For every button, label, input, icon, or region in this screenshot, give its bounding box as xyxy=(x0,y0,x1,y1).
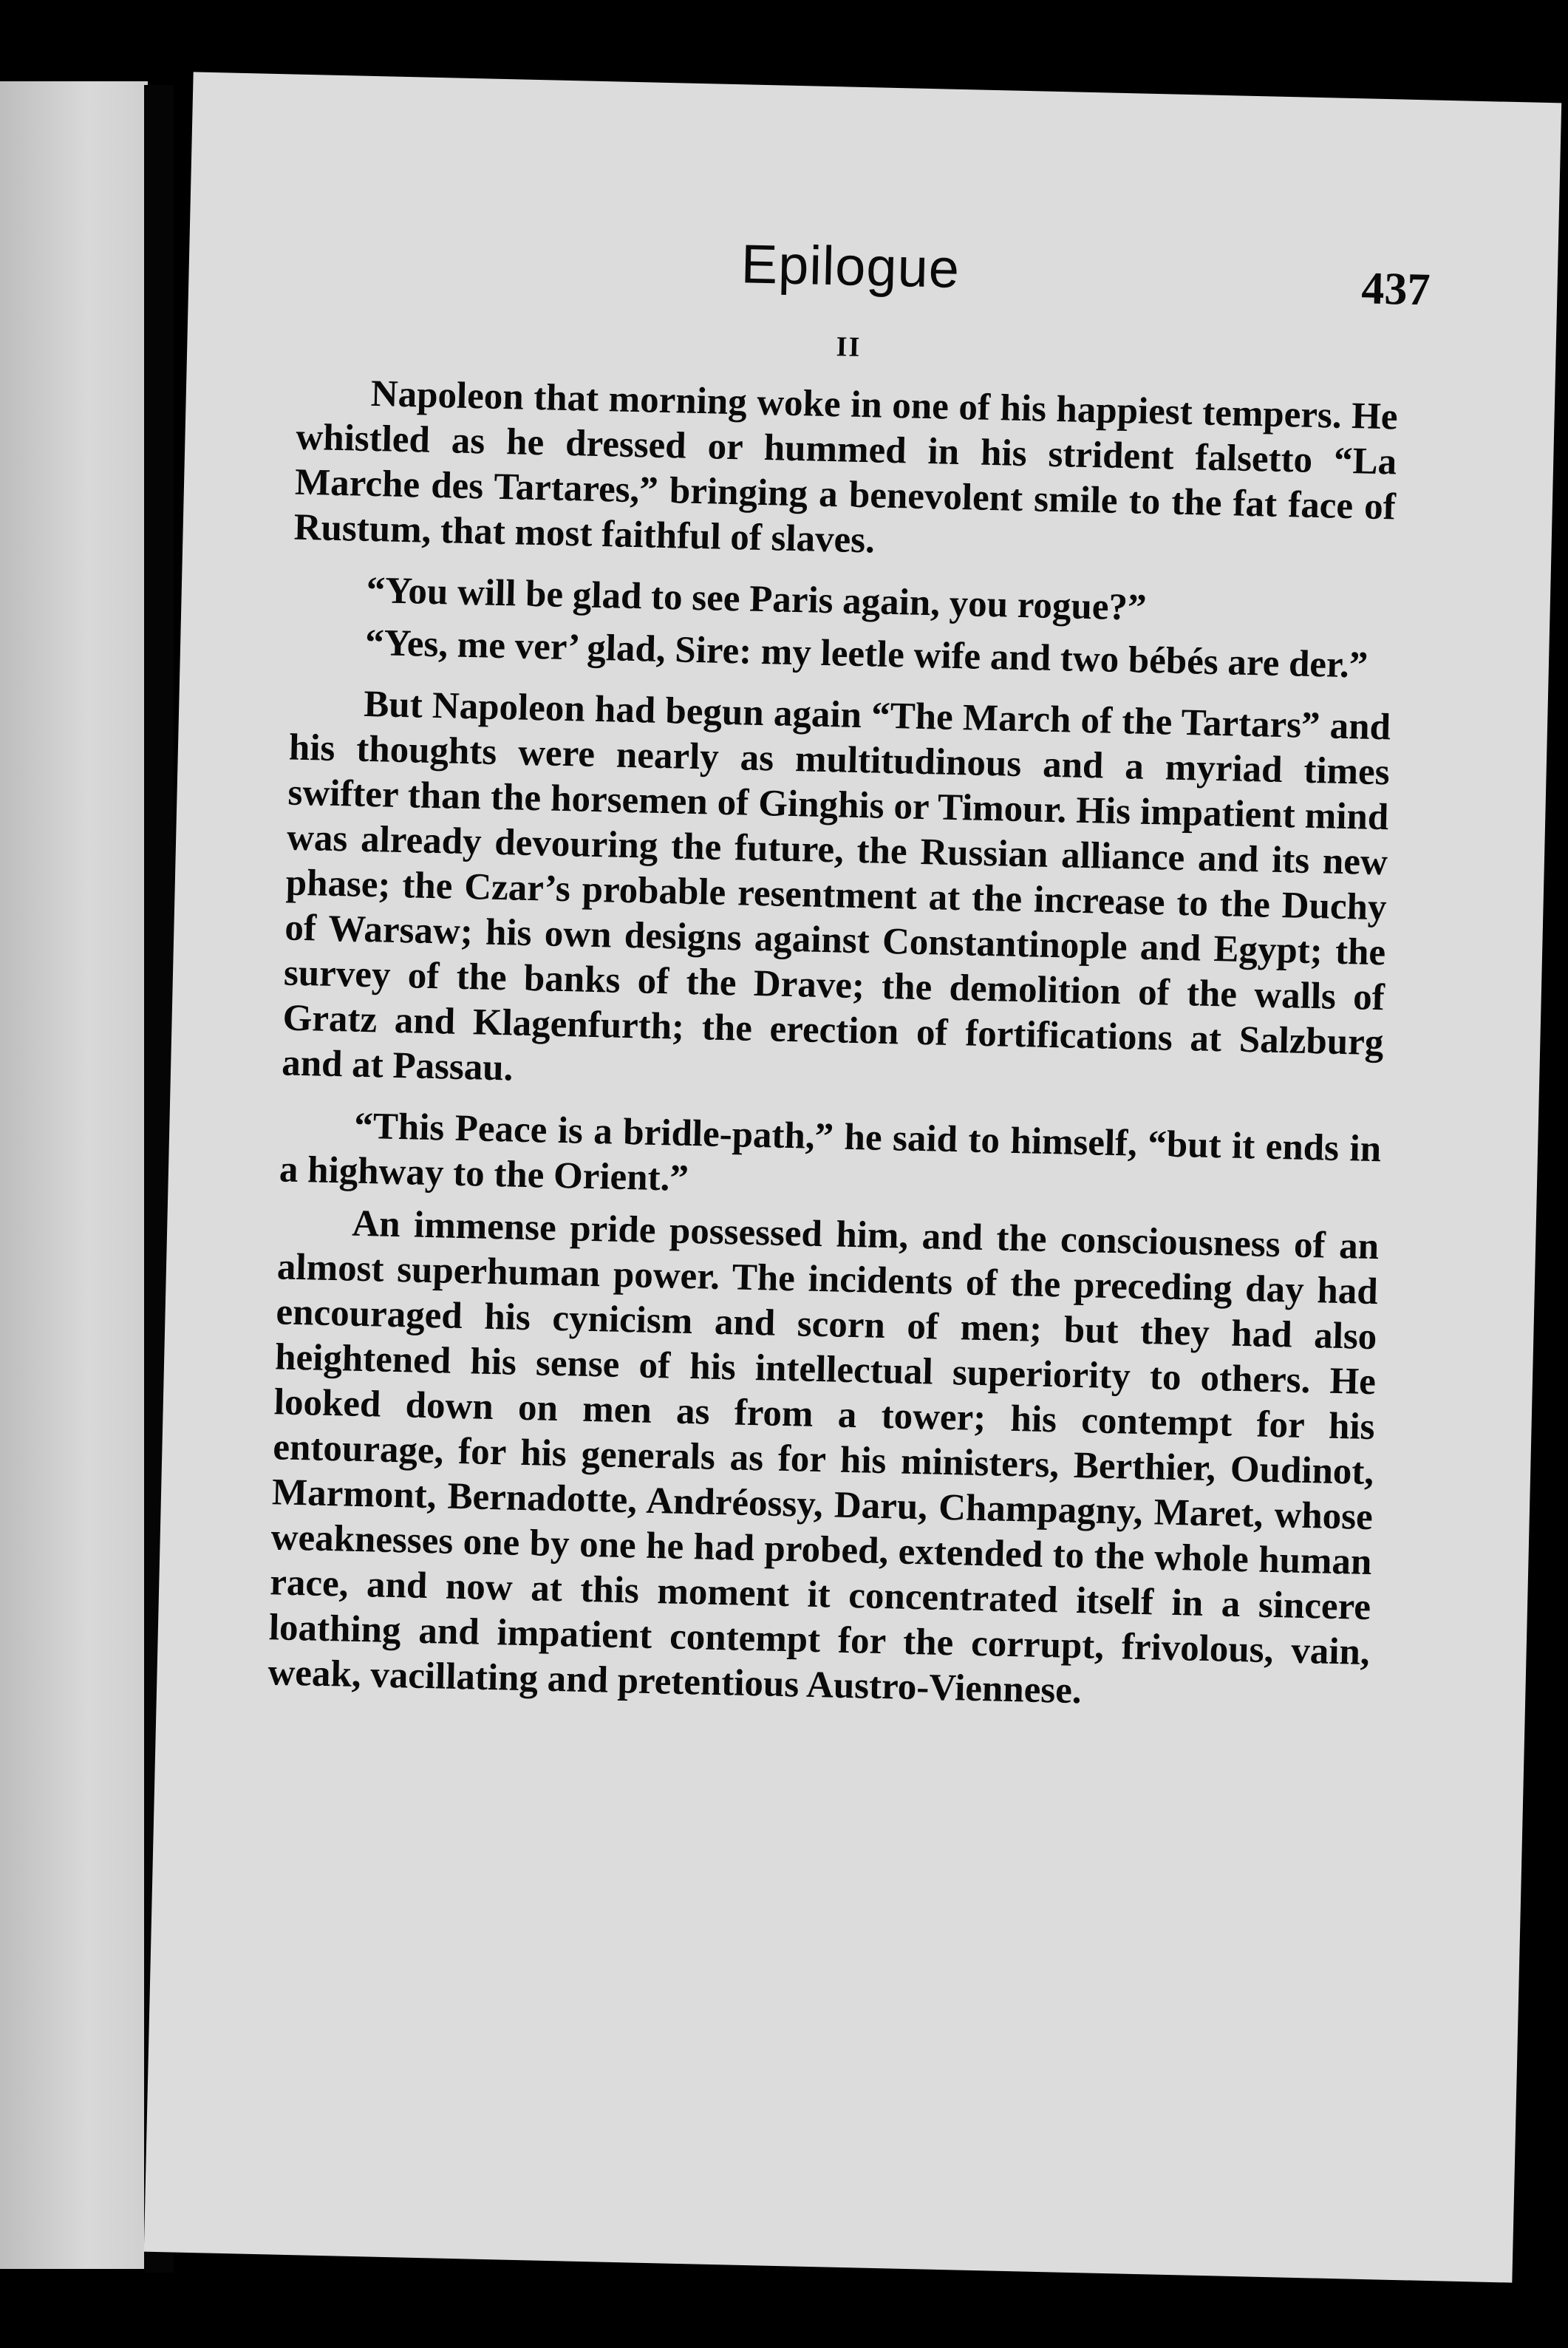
paragraph: An immense pride possessed him, and the consciousness of an almost superhuman power. The incidents of the preceding day had encouraged his cynicism and scorn of men; but they had also heightened his sense of his intellectual superiority to others. He looked down on men as from a tower; his contempt for his entourage, for his generals as for his ministers, Berthier, Oudinot, Marmont, Bernadotte, Andréossy, Daru, Champagny, Maret, whose weaknesses one by one he had probed, extended to the whole human race, and now at this moment it concentrated itself in a sincere loathing and impatient contempt for the corrupt, frivolous, vain, weak, vacillating and pretentious Austro-Viennese. xyxy=(267,1202,1380,1712)
paragraph: “This Peace is a bridle-path,” he said to himself, “but it ends in a highway to the Orient.” xyxy=(279,1105,1382,1199)
paragraph: Napoleon that morning woke in one of his happiest tempers. He whistled as he dressed or hummed in his strident falsetto “La Marche des Tartares,” bringing a benevolent smile to the fat face of Rustum, that most faithful of slaves. xyxy=(293,372,1399,562)
paragraph: “You will be glad to see Paris again, you rogue?” xyxy=(366,569,1148,629)
running-head xyxy=(299,222,1431,336)
section-numeral: II xyxy=(836,331,862,363)
paragraph: But Napoleon had begun again “The March of the Tartars” and his thoughts were nearly as multitudinous and a myriad times swifter than the horsemen of Ginghis or Timour. His impatient mind was already devouring the future, the Russian alliance and its new phase; the Czar’s probable resentment at the increase to the Duchy of Warsaw; his own designs against Constantinople and Egypt; the survey of the banks of the Drave; the demolition of the walls of Gratz and Klagenfurth; the erection of fortifications at Salzburg and at Passau. xyxy=(281,683,1391,1089)
running-head-title: Epilogue xyxy=(740,233,961,299)
paragraph: “Yes, me ver’ glad, Sire: my leetle wife and two bébés are der.” xyxy=(364,622,1368,687)
book-page xyxy=(144,72,1561,2282)
page-number: 437 xyxy=(1360,263,1431,316)
page-content xyxy=(267,222,1431,1737)
adjacent-page-edge xyxy=(0,81,148,2269)
